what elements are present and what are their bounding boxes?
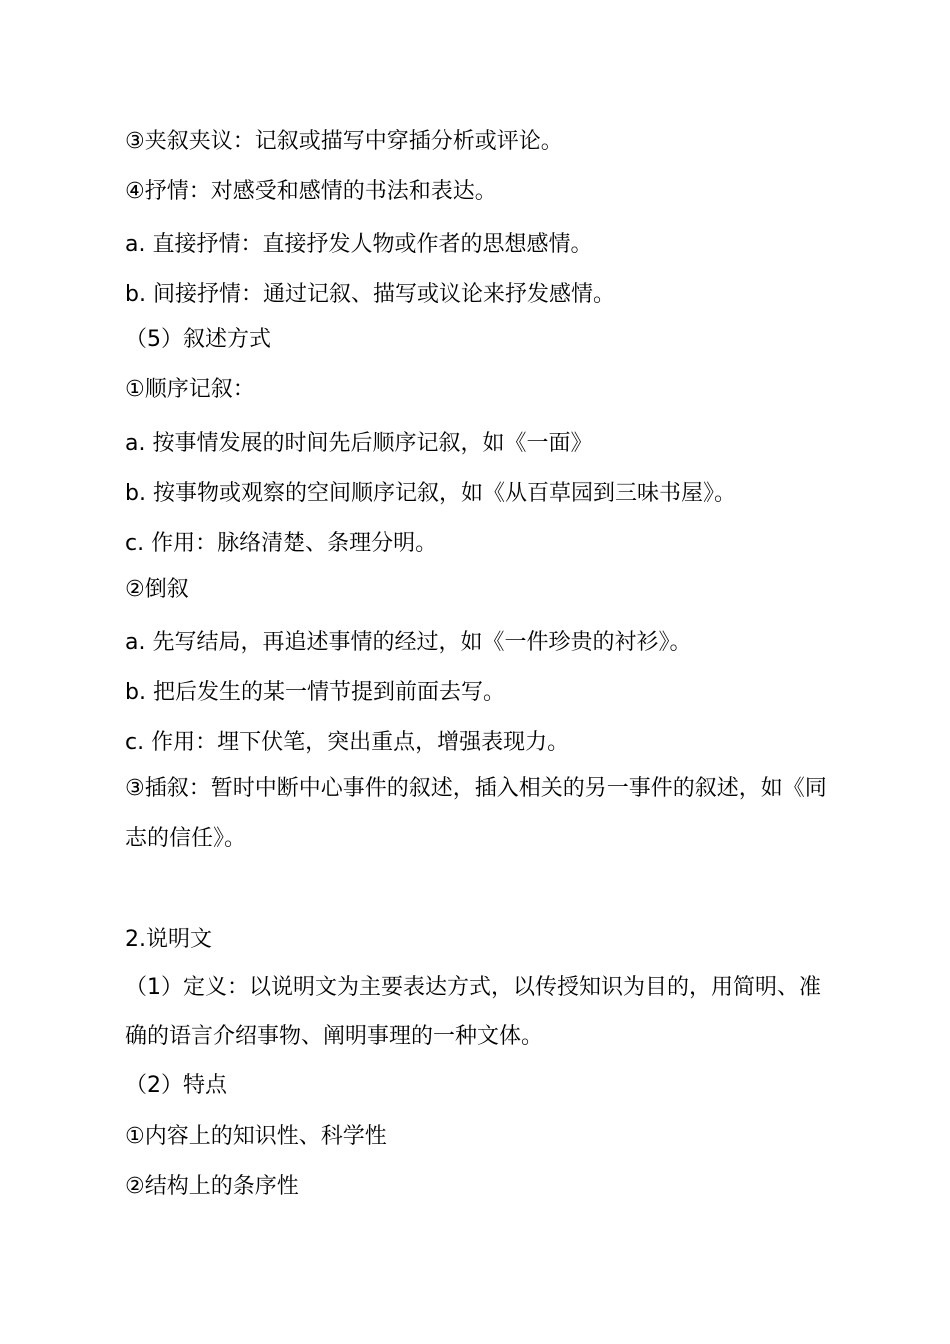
- text-line: a. 按事情发展的时间先后顺序记叙，如《一面》: [125, 431, 593, 456]
- text-line: 确的语言介绍事物、阐明事理的一种文体。: [125, 1024, 544, 1049]
- text-line: a. 直接抒情：直接抒发人物或作者的思想感情。: [125, 232, 593, 257]
- text-line: c. 作用：埋下伏笔，突出重点，增强表现力。: [125, 730, 570, 755]
- text-line: （1）定义：以说明文为主要表达方式，以传授知识为目的，用简明、准: [125, 975, 821, 1000]
- text-line: ②结构上的条序性: [125, 1174, 299, 1199]
- text-line: c. 作用：脉络清楚、条理分明。: [125, 531, 438, 556]
- text-line: 志的信任》。: [125, 826, 247, 851]
- text-line: b. 把后发生的某一情节提到前面去写。: [125, 680, 505, 705]
- text-line: ③插叙：暂时中断中心事件的叙述，插入相关的另一事件的叙述，如《同: [125, 776, 827, 801]
- text-line: ①内容上的知识性、科学性: [125, 1124, 387, 1149]
- text-line: b. 按事物或观察的空间顺序记叙，如《从百草园到三味书屋》。: [125, 481, 736, 506]
- section-heading: （5）叙述方式: [125, 327, 271, 352]
- text-line: a. 先写结局，再追述事情的经过，如《一件珍贵的衬衫》。: [125, 630, 692, 655]
- text-line: ③夹叙夹议：记叙或描写中穿插分析或评论。: [125, 129, 563, 154]
- text-line: ②倒叙: [125, 577, 189, 602]
- section-heading: （2）特点: [125, 1073, 227, 1098]
- text-line: ①顺序记叙：: [125, 377, 255, 402]
- section-heading: 2.说明文: [125, 927, 212, 952]
- text-line: b. 间接抒情：通过记叙、描写或议论来抒发感情。: [125, 282, 615, 307]
- text-line: ④抒情：对感受和感情的书法和表达。: [125, 179, 497, 204]
